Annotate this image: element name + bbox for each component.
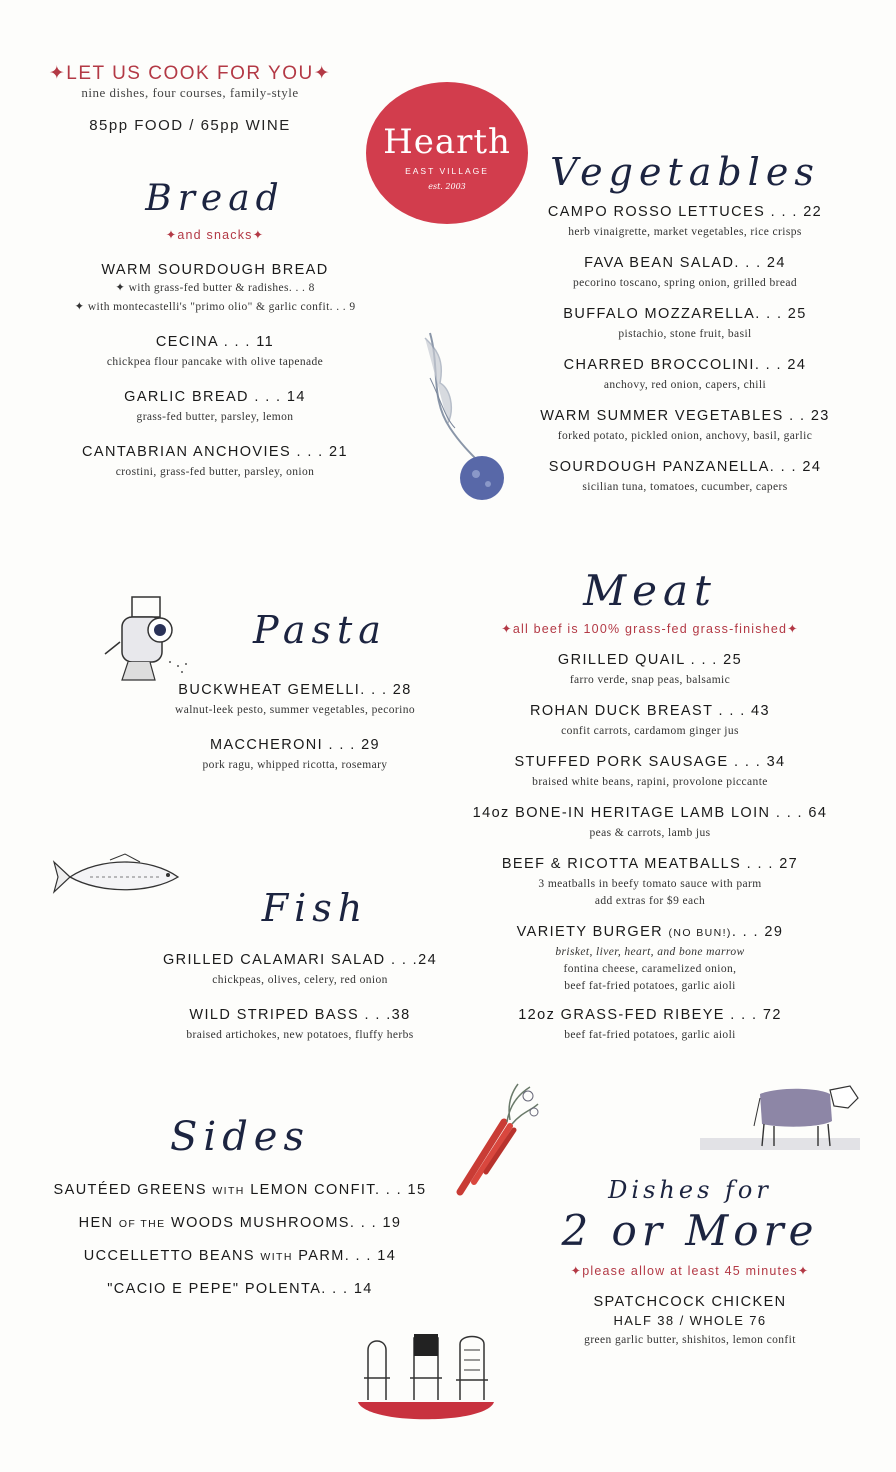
menu-item [460,703,840,740]
item-name: STUFFED PORK SAUSAGE . . . 34 [514,754,786,770]
bread-heading: Bread [145,178,285,219]
meat-section [460,566,840,1044]
side-text-small: OF THE [118,1218,166,1230]
item-desc: grass-fed butter, parsley, lemon [136,411,294,423]
menu-item [460,754,840,791]
side-item [40,1182,440,1198]
item-name: GRILLED QUAIL . . . 25 [557,652,743,668]
item-name: FAVA BEAN SALAD. . . 24 [584,255,786,271]
item-name: BUFFALO MOZZARELLA. . . 25 [563,306,807,322]
logo-sub: EAST VILLAGE [405,166,489,176]
share-heading-2: 2 or More [561,1206,819,1255]
side-text-small: WITH [260,1251,293,1263]
item-desc: crostini, grass-fed butter, parsley, onion [115,466,315,478]
item-desc: beef fat-fried potatoes, garlic aioli [564,980,736,992]
item-name: MACCHERONI . . . 29 [209,737,380,753]
item-desc: pistachio, stone fruit, basil [618,328,752,340]
menu-item [40,334,390,371]
item-name-main: VARIETY BURGER [516,924,664,940]
item-name [460,924,840,940]
meat-note: ✦all beef is 100% grass-fed grass-finished✦ [501,622,799,636]
menu-item [150,682,440,719]
item-desc: braised white beans, rapini, provolone piccante [532,776,768,788]
carrots-icon [452,1082,542,1200]
share-heading-1: Dishes for [608,1176,772,1204]
logo-est: est. 2003 [428,182,466,191]
item-name: GARLIC BREAD . . . 14 [124,389,306,405]
share-note: ✦please allow at least 45 minutes✦ [570,1264,810,1278]
pasta-heading: Pasta [253,608,387,652]
item-name: CECINA . . . 11 [155,334,275,350]
item-desc: pork ragu, whipped ricotta, rosemary [202,759,388,771]
share-item-desc: green garlic butter, shishitos, lemon confit [584,1334,796,1346]
item-name: CAMPO ROSSO LETTUCES . . . 22 [547,204,823,220]
item-desc: beef fat-fried potatoes, garlic aioli [564,1029,736,1041]
item-name: WILD STRIPED BASS . . .38 [189,1007,411,1023]
sides-heading: Sides [170,1114,310,1160]
item-desc: add extras for $9 each [594,895,706,907]
menu-item [460,652,840,689]
item-name: CHARRED BROCCOLINI. . . 24 [563,357,807,373]
menu-item [40,262,390,316]
menu-item [130,1007,470,1044]
menu-item [520,357,850,394]
menu-item [520,408,850,445]
menu-item [150,737,440,774]
item-name: 12oz GRASS-FED RIBEYE . . . 72 [518,1007,782,1023]
menu-item [460,924,840,995]
bread-section [40,178,390,481]
item-name: SOURDOUGH PANZANELLA. . . 24 [548,459,822,475]
menu-item [460,1007,840,1044]
meat-heading: Meat [583,566,717,615]
fish-heading: Fish [261,886,369,930]
side-text: HEN [78,1215,119,1231]
menu-item [520,204,850,241]
chairs-icon [356,1330,496,1432]
item-desc: brisket, liver, heart, and bone marrow [555,946,745,958]
side-item [40,1248,440,1264]
menu-item [130,952,470,989]
cow-icon [700,1076,865,1156]
share-item-name: SPATCHCOCK CHICKEN [593,1294,787,1310]
bread-note: ✦and snacks✦ [165,228,265,242]
promo-subtitle: nine dishes, four courses, family-style [81,85,299,100]
item-name-note: (NO BUN!) [668,927,732,939]
item-name: WARM SOURDOUGH BREAD [101,262,329,278]
item-desc: confit carrots, cardamom ginger jus [561,725,739,737]
side-text: SAUTÉED GREENS [53,1182,213,1198]
promo-price: 85pp FOOD / 65pp WINE [89,117,291,134]
item-desc: walnut-leek pesto, summer vegetables, pecorino [174,704,416,716]
item-name: WARM SUMMER VEGETABLES . . 23 [540,408,830,424]
item-name: 14oz BONE-IN HERITAGE LAMB LOIN . . . 64 [472,805,828,821]
item-desc: herb vinaigrette, market vegetables, rice crisps [568,226,802,238]
item-desc: farro verde, snap peas, balsamic [569,674,731,686]
item-desc: pecorino toscano, spring onion, grilled bread [573,277,797,289]
promo-block [20,62,360,134]
side-text: "CACIO E PEPE" POLENTA. . . 14 [107,1281,373,1297]
vegetables-heading: Vegetables [550,150,820,194]
menu-item [520,306,850,343]
share-item-price: HALF 38 / WHOLE 76 [613,1313,767,1328]
logo-name: Hearth [383,122,511,162]
item-desc: peas & carrots, lamb jus [589,827,711,839]
fish-section [130,886,470,1044]
item-desc: forked potato, pickled onion, anchovy, basil, garlic [557,430,813,442]
item-name: ROHAN DUCK BREAST . . . 43 [530,703,770,719]
item-name-price: . . . 29 [731,924,784,940]
item-name: BEEF & RICOTTA MEATBALLS . . . 27 [501,856,799,872]
share-section [530,1176,850,1349]
item-desc: sicilian tuna, tomatoes, cucumber, capers [582,481,788,493]
vegetables-section [520,150,850,496]
side-text: PARM. . . 14 [292,1248,397,1264]
beet-icon [410,328,505,508]
side-item [40,1215,440,1231]
side-text: UCCELLETTO BEANS [83,1248,261,1264]
pasta-section [150,608,440,774]
item-name: CANTABRIAN ANCHOVIES . . . 21 [82,444,348,460]
promo-title: ✦LET US COOK FOR YOU✦ [48,63,332,84]
side-text: LEMON CONFIT. . . 15 [244,1182,427,1198]
item-desc: braised artichokes, new potatoes, fluffy herbs [186,1029,414,1041]
side-text-small: WITH [212,1185,245,1197]
menu-item [460,805,840,842]
menu-item [40,389,390,426]
hearth-logo [366,82,528,224]
item-desc: ✦ with grass-fed butter & radishes. . . 8 [115,282,315,294]
menu-item [520,459,850,496]
item-desc: fontina cheese, caramelized onion, [563,963,737,975]
sides-section [40,1114,440,1297]
menu-item [460,856,840,910]
side-item [40,1281,440,1297]
item-name: BUCKWHEAT GEMELLI. . . 28 [178,682,412,698]
menu-item [520,255,850,292]
item-desc: chickpeas, olives, celery, red onion [212,974,388,986]
menu-item [40,444,390,481]
item-name: GRILLED CALAMARI SALAD . . .24 [162,952,438,968]
item-desc: chickpea flour pancake with olive tapenade [106,356,324,368]
item-desc: 3 meatballs in beefy tomato sauce with parm [538,878,762,890]
item-desc: ✦ with montecastelli's "primo olio" & garlic confit. . . 9 [74,301,356,313]
side-text: WOODS MUSHROOMS. . . 19 [165,1215,402,1231]
item-desc: anchovy, red onion, capers, chili [603,379,767,391]
